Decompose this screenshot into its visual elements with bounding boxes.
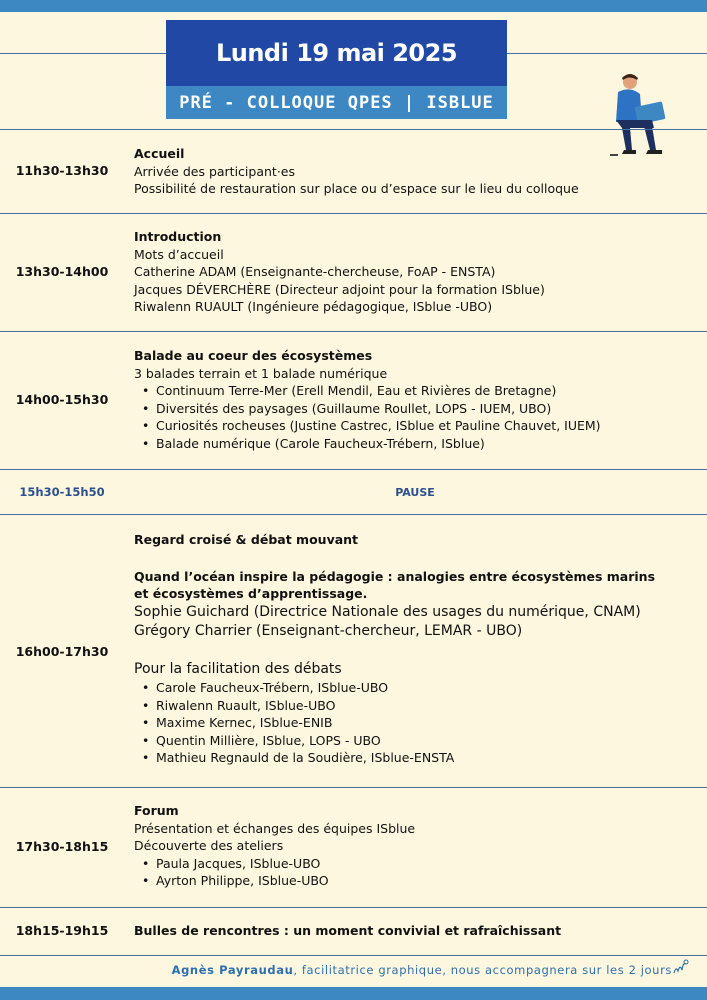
- session-line: Riwalenn RUAULT (Ingénieure pédagogique, ISblue -UBO): [134, 299, 493, 314]
- divider: [0, 213, 707, 214]
- list-item: • Balade numérique (Carole Faucheux-Trébern, ISblue): [142, 435, 694, 453]
- session-line: Catherine ADAM (Enseignante-chercheuse, FoAP - ENSTA): [134, 264, 496, 279]
- divider: [0, 469, 707, 470]
- session-balade: [134, 347, 694, 452]
- list-item: • Diversités des paysages (Guillaume Roullet, LOPS - IUEM, UBO): [142, 400, 694, 418]
- pause-label: PAUSE: [395, 486, 435, 499]
- footer-text: , facilitatrice graphique, nous accompagnera sur les 2 jours: [293, 963, 672, 977]
- divider: [0, 955, 707, 956]
- list-item: • Maxime Kernec, ISblue-ENIB: [142, 714, 694, 732]
- session-title: Regard croisé & débat mouvant: [134, 532, 359, 547]
- session-line: Découverte des ateliers: [134, 838, 284, 853]
- session-introduction: [134, 228, 694, 316]
- session-time: 16h00-17h30: [15, 644, 109, 659]
- spacer: [134, 550, 694, 568]
- session-time: 17h30-18h15: [15, 839, 109, 854]
- title-block: [166, 20, 507, 120]
- session-line: Mots d’accueil: [134, 246, 224, 262]
- session-subtitle: Quand l’océan inspire la pédagogie : analogies entre écosystèmes marins et écosystèmes d’apprentissage.: [134, 568, 656, 601]
- scribble-icon: [672, 958, 690, 976]
- balade-list: [134, 382, 694, 452]
- page-subtitle: PRÉ - COLLOQUE QPES | ISBLUE: [166, 86, 507, 119]
- divider: [0, 907, 707, 908]
- divider: [0, 514, 707, 515]
- facilitation-label: Pour la facilitation des débats: [134, 660, 342, 677]
- session-title: Balade au coeur des écosystèmes: [134, 348, 373, 363]
- spacer: [134, 642, 694, 660]
- session-regard-croise: [134, 530, 694, 767]
- divider: [0, 129, 707, 130]
- facilitation-list: [134, 679, 694, 767]
- list-item: • Ayrton Philippe, ISblue-UBO: [142, 872, 694, 890]
- session-accueil: [134, 145, 694, 198]
- forum-list: [134, 855, 694, 890]
- session-title: Accueil: [134, 146, 185, 161]
- session-line: Jacques DÉVERCHÈRE (Directeur adjoint pour la formation ISblue): [134, 281, 545, 297]
- session-time: 14h00-15h30: [15, 392, 109, 407]
- list-item: • Paula Jacques, ISblue-UBO: [142, 855, 694, 873]
- session-line: Arrivée des participant·es: [134, 163, 295, 179]
- session-line: 3 balades terrain et 1 balade numérique: [134, 365, 388, 381]
- session-line: Possibilité de restauration sur place ou d’espace sur le lieu du colloque: [134, 181, 579, 196]
- session-title: Bulles de rencontres : un moment convivial et rafraîchissant: [134, 923, 562, 938]
- list-item: • Riwalenn Ruault, ISblue-UBO: [142, 697, 694, 715]
- divider: [0, 331, 707, 332]
- session-time: 11h30-13h30: [15, 163, 109, 178]
- list-item: • Curiosités rocheuses (Justine Castrec, ISblue et Pauline Chauvet, IUEM): [142, 417, 694, 435]
- list-item: • Carole Faucheux-Trébern, ISblue-UBO: [142, 679, 694, 697]
- pause-time: 15h30-15h50: [19, 485, 105, 499]
- bottom-banner: [0, 987, 707, 1000]
- list-item: • Mathieu Regnauld de la Soudière, ISblue-ENSTA: [142, 749, 694, 767]
- session-line: Présentation et échanges des équipes ISblue: [134, 820, 416, 836]
- facilitator-name: Agnès Payraudau: [171, 963, 294, 977]
- speaker: Grégory Charrier (Enseignant-chercheur, LEMAR - UBO): [134, 623, 523, 639]
- speaker: Sophie Guichard (Directrice Nationale des usages du numérique, CNAM): [134, 603, 641, 620]
- session-bulles: [134, 922, 694, 940]
- divider: [0, 787, 707, 788]
- session-time: 13h30-14h00: [15, 264, 109, 279]
- session-time: 18h15-19h15: [15, 923, 109, 938]
- top-banner: [0, 0, 707, 12]
- session-forum: [134, 802, 694, 890]
- session-title: Introduction: [134, 229, 222, 244]
- session-title: Forum: [134, 803, 179, 818]
- footer-note: [0, 963, 672, 977]
- page-title: Lundi 19 mai 2025: [166, 20, 507, 86]
- list-item: • Continuum Terre-Mer (Erell Mendil, Eau et Rivières de Bretagne): [142, 382, 694, 400]
- list-item: • Quentin Millière, ISblue, LOPS - UBO: [142, 732, 694, 750]
